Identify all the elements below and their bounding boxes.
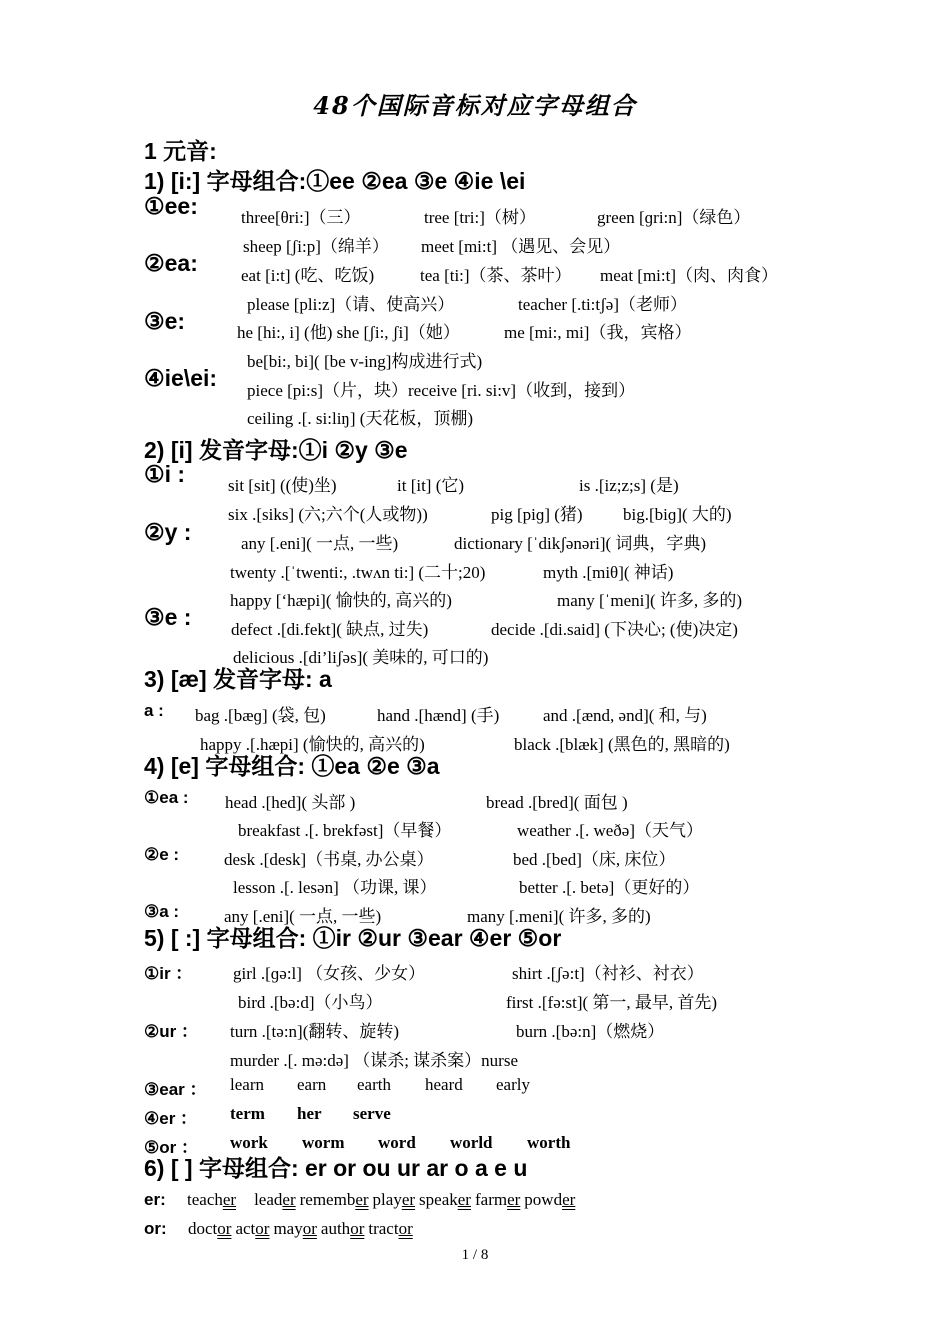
word-entry: and .[ænd, ənd]( 和, 与) [543,706,707,725]
subheading-schwa: 6) [ ] 字母组合: er or ou ur ar o a e u [144,1155,528,1181]
page-title: 48个国际音标对应字母组合 [313,91,637,120]
word-entry: remember [299,1190,369,1209]
word-entry: powder [524,1190,576,1209]
word-entry: desk .[desk]（书桌, 办公桌） [224,850,434,869]
subheading-ae: 3) [æ] 发音字母: a [144,666,332,692]
word-entry: lesson .[. lesən] （功课, 课） [233,878,437,897]
word-entry: mayor [273,1219,317,1238]
underlined-letters: er [562,1190,576,1209]
underlined-letters: er [457,1190,471,1209]
word-entry: piece [pi:s]（片，块）receive [ri. si:v]（收到，接到） [247,381,636,400]
word-entry: tea [ti:]（茶、茶叶） [420,266,572,285]
label-ir: ①ir ： [144,964,193,983]
label-er: er: [144,1190,166,1209]
underlined-letters: er [355,1190,369,1209]
subheading-short-i: 2) [i] 发音字母:①i ②y ③e [144,437,408,463]
word-entry: is .[iz;z;s] (是) [579,476,679,495]
underlined-letters: er [222,1190,237,1209]
word-entry: tractor [368,1219,413,1238]
word-entry: author [320,1219,365,1238]
word-entry: defect .[di.fekt]( 缺点, 过失) [231,620,429,639]
word-entry: first .[fə:st]( 第一, 最早, 首先) [506,993,718,1012]
underlined-letters: or [255,1219,270,1238]
er-word-line [187,1190,575,1210]
word-entry: farmer [474,1190,521,1209]
word-entry: speaker [419,1190,471,1209]
word-entry: breakfast .[. brekfəst]（早餐） [238,821,452,840]
underlined-letters: or [350,1219,365,1238]
word-entry: me [mi:, mi]（我，宾格） [504,323,692,342]
section-heading-vowels: 1 元音: [144,138,217,164]
label-ea: ①ea : [144,788,189,807]
subheading-long-i: 1) [i:] 字母组合:①ee ②ea ③e ④ie \ei [144,168,526,194]
word-entry: many [ˈmeni]( 许多, 多的) [557,591,743,610]
word-entry: happy [‘hæpi]( 愉快的, 高兴的) [230,591,452,610]
word-entry: big.[biɡ]( 大的) [623,505,732,524]
word-entry: six .[siks] (六;六个(人或物)) [228,505,428,524]
underlined-letters: er [282,1190,296,1209]
word-entry: learn [230,1075,264,1094]
word-entry: player [372,1190,416,1209]
word-entry: burn .[bə:n]（燃烧） [516,1022,665,1041]
word-entry: happy .[.hæpi] (愉快的, 高兴的) [200,735,425,754]
word-entry: earth [357,1075,391,1094]
word-entry: actor [235,1219,270,1238]
word-entry: please [pli:z]（请、使高兴） [247,295,455,314]
word-entry: murder .[. mə:də] （谋杀; 谋杀案）nurse [230,1051,518,1070]
word-entry: teacher [187,1190,237,1209]
word-entry: bag .[bæɡ] (袋, 包) [195,706,326,725]
label-e: ③e: [144,308,186,334]
underlined-letters: er [507,1190,521,1209]
word-entry: dictionary [ˈdikʃənəri]( 词典，字典) [454,534,707,553]
word-entry: serve [353,1104,391,1123]
word-entry: bread .[bred]( 面包 ) [486,793,628,812]
word-entry: head .[hed]( 头部 ) [225,793,356,812]
word-entry: girl .[ɡə:l] （女孩、少女） [233,964,426,983]
word-entry: sheep [ʃi:p]（绵羊） [243,237,389,256]
underlined-letters: or [217,1219,232,1238]
word-entry: meet [mi:t] （遇见、会见） [421,237,621,256]
label-i: ①i : [144,461,186,487]
word-entry: worm [302,1133,345,1152]
word-entry: earn [297,1075,327,1094]
word-entry: decide .[di.said] (下决心; (使)决定) [491,620,738,639]
label-or: ⑤or ： [144,1138,198,1157]
word-entry: better .[. betə]（更好的） [519,878,700,897]
word-entry: meat [mi:t]（肉、肉食） [600,266,779,285]
word-entry: tree [tri:]（树） [424,208,536,227]
word-entry: shirt .[ʃə:t]（衬衫、衬衣） [512,964,704,983]
underlined-letters: or [398,1219,413,1238]
word-entry: world [450,1133,493,1152]
word-entry: weather .[. weðə]（天气） [517,821,703,840]
word-entry: ceiling .[. si:liŋ] (天花板，顶棚) [247,409,474,428]
word-entry: term [230,1104,265,1123]
word-entry: he [hi:, i] (他) she [ʃi:, ʃi]（她） [237,323,460,342]
label-ee: ①ee: [144,193,198,219]
word-entry: heard [425,1075,463,1094]
word-entry: bird .[bə:d]（小鸟） [238,993,383,1012]
word-entry: three[θri:]（三） [241,208,361,227]
word-entry: many [.meni]( 许多, 多的) [467,907,651,926]
label-a: ③a : [144,902,180,921]
word-entry: myth .[miθ]( 神话) [543,563,674,582]
word-entry: hand .[hænd] (手) [377,706,500,725]
word-entry: bed .[bed]（床, 床位） [513,850,676,869]
word-entry: her [297,1104,322,1123]
label-e: ③e : [144,604,192,630]
word-entry: be[bi:, bi]( [be v-ing]构成进行式) [247,352,483,371]
or-word-line [188,1219,413,1239]
word-entry: sit [sit] ((使)坐) [228,476,337,495]
label-a: a : [144,701,164,720]
word-entry: delicious .[di’liʃəs]( 美味的, 可口的) [233,648,489,667]
subheading-er-long: 5) [ :] 字母组合: ①ir ②ur ③ear ④er ⑤or [144,925,562,951]
label-y: ②y : [144,519,192,545]
word-entry: early [496,1075,530,1094]
word-entry: worth [527,1133,571,1152]
label-ie-ei: ④ie\ei: [144,365,218,391]
word-entry: word [378,1133,416,1152]
word-entry: pig [piɡ] (猪) [491,505,583,524]
word-entry: work [230,1133,268,1152]
label-ear: ③ear ： [144,1080,207,1099]
label-e: ②e : [144,845,180,864]
word-entry: eat [i:t] (吃、吃饭) [241,266,375,285]
word-entry: any [.eni]( 一点, 一些) [224,907,382,926]
underlined-letters: er [401,1190,416,1209]
underlined-letters: or [302,1219,317,1238]
word-entry: black .[blæk] (黑色的, 黑暗的) [514,735,730,754]
word-entry: turn .[tə:n](翻转、旋转) [230,1022,400,1041]
word-entry: doctor [188,1219,232,1238]
label-ur: ②ur ： [144,1022,198,1041]
label-or: or: [144,1219,167,1238]
subheading-e: 4) [e] 字母组合: ①ea ②e ③a [144,753,440,779]
word-entry: any [.eni]( 一点, 一些) [241,534,399,553]
word-entry: teacher [.ti:tʃə]（老师） [518,295,687,314]
label-ea: ②ea: [144,250,198,276]
word-entry: green [ɡri:n]（绿色） [597,208,751,227]
word-entry: twenty .[ˈtwenti:, .twʌn ti:] (二十;20) [230,563,486,582]
label-er: ④er ： [144,1109,198,1128]
word-entry: leader [254,1190,296,1209]
page-number: 1 / 8 [461,1247,489,1263]
word-entry: it [it] (它) [397,476,465,495]
